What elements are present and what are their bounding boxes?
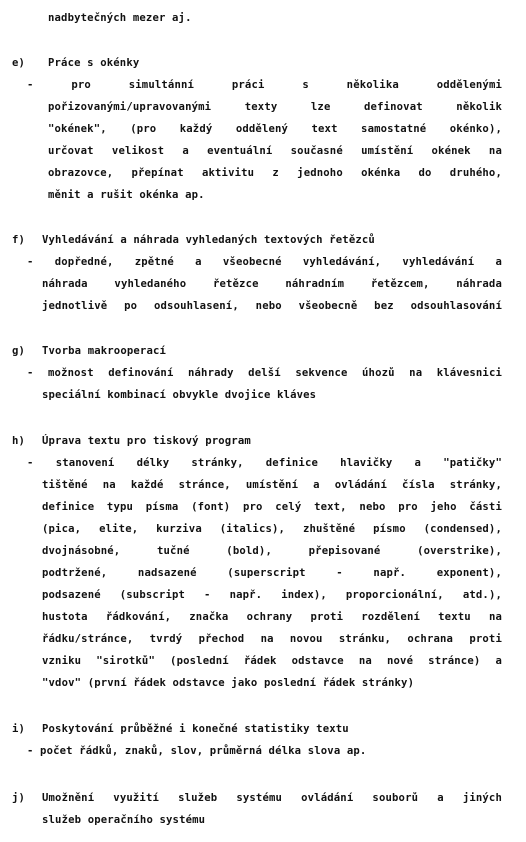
text-line: vzniku "sirotků" (poslední řádek odstavce na nové stránce) a <box>42 655 502 667</box>
text-line: "vdov" (první řádek odstavce jako poslední řádek stránky) <box>42 677 415 689</box>
text-line: e) <box>12 57 26 69</box>
text-line: řádku/stránce, tvrdý přechod na novou stránku, ochrana proti <box>42 633 502 645</box>
text-line: - pro simultánní práci s několika oddělenými <box>27 79 502 91</box>
text-line: h) <box>12 435 26 447</box>
text-line: Umožnění využití služeb systému ovládání souborů a jiných <box>42 792 502 804</box>
text-line: f) <box>12 234 26 246</box>
text-line: j) <box>12 792 26 804</box>
text-line: Úprava textu pro tiskový program <box>42 435 251 447</box>
text-line: měnit a rušit okénka ap. <box>48 189 205 201</box>
text-line: Poskytování průběžné i konečné statistiky textu <box>42 723 349 735</box>
text-line: (pica, elite, kurziva (italics), zhuštěné písmo (condensed), <box>42 523 502 535</box>
text-line: obrazovce, přepínat aktivitu z jednoho okénka do druhého, <box>48 167 502 179</box>
text-line: "okének", (pro každý oddělený text samostatné okénko), <box>48 123 502 135</box>
text-line: i) <box>12 723 26 735</box>
text-line: - stanovení délky stránky, definice hlavičky a "patičky" <box>27 457 502 469</box>
text-line: určovat velikost a eventuální současné umístění okének na <box>48 145 502 157</box>
text-line: - počet řádků, znaků, slov, průměrná délka slova ap. <box>27 745 367 757</box>
text-line: nadbytečných mezer aj. <box>48 12 192 24</box>
text-line: podtržené, nadsazené (superscript - např. exponent), <box>42 567 502 579</box>
text-line: - možnost definování náhrady delší sekvence úhozů na klávesnici <box>27 367 502 379</box>
text-line: Práce s okénky <box>48 57 140 69</box>
text-line: - dopředné, zpětné a všeobecné vyhledávání, vyhledávání a <box>27 256 502 268</box>
text-line: služeb operačního systému <box>42 814 206 826</box>
text-line: dvojnásobné, tučné (bold), přepisované (overstrike), <box>42 545 502 557</box>
text-line: definice typu písma (font) pro celý text, nebo pro jeho části <box>42 501 502 513</box>
text-line: náhrada vyhledaného řetězce náhradním řetězcem, náhrada <box>42 278 502 290</box>
text-line: tištěné na každé stránce, umístění a ovládání čísla stránky, <box>42 479 502 491</box>
text-line: podsazené (subscript - např. index), proporcionální, atd.), <box>42 589 502 601</box>
text-line: Tvorba makrooperací <box>42 345 167 357</box>
text-line: pořizovanými/upravovanými texty lze definovat několik <box>48 101 502 113</box>
text-line: Vyhledávání a náhrada vyhledaných textových řetězců <box>42 234 375 246</box>
text-line: speciální kombinací obvykle dvojice kláves <box>42 389 317 401</box>
text-line: hustota řádkování, značka ochrany proti rozdělení textu na <box>42 611 502 623</box>
text-line: g) <box>12 345 26 357</box>
text-line: jednotlivě po odsouhlasení, nebo všeobecně bez odsouhlasování <box>42 300 502 312</box>
